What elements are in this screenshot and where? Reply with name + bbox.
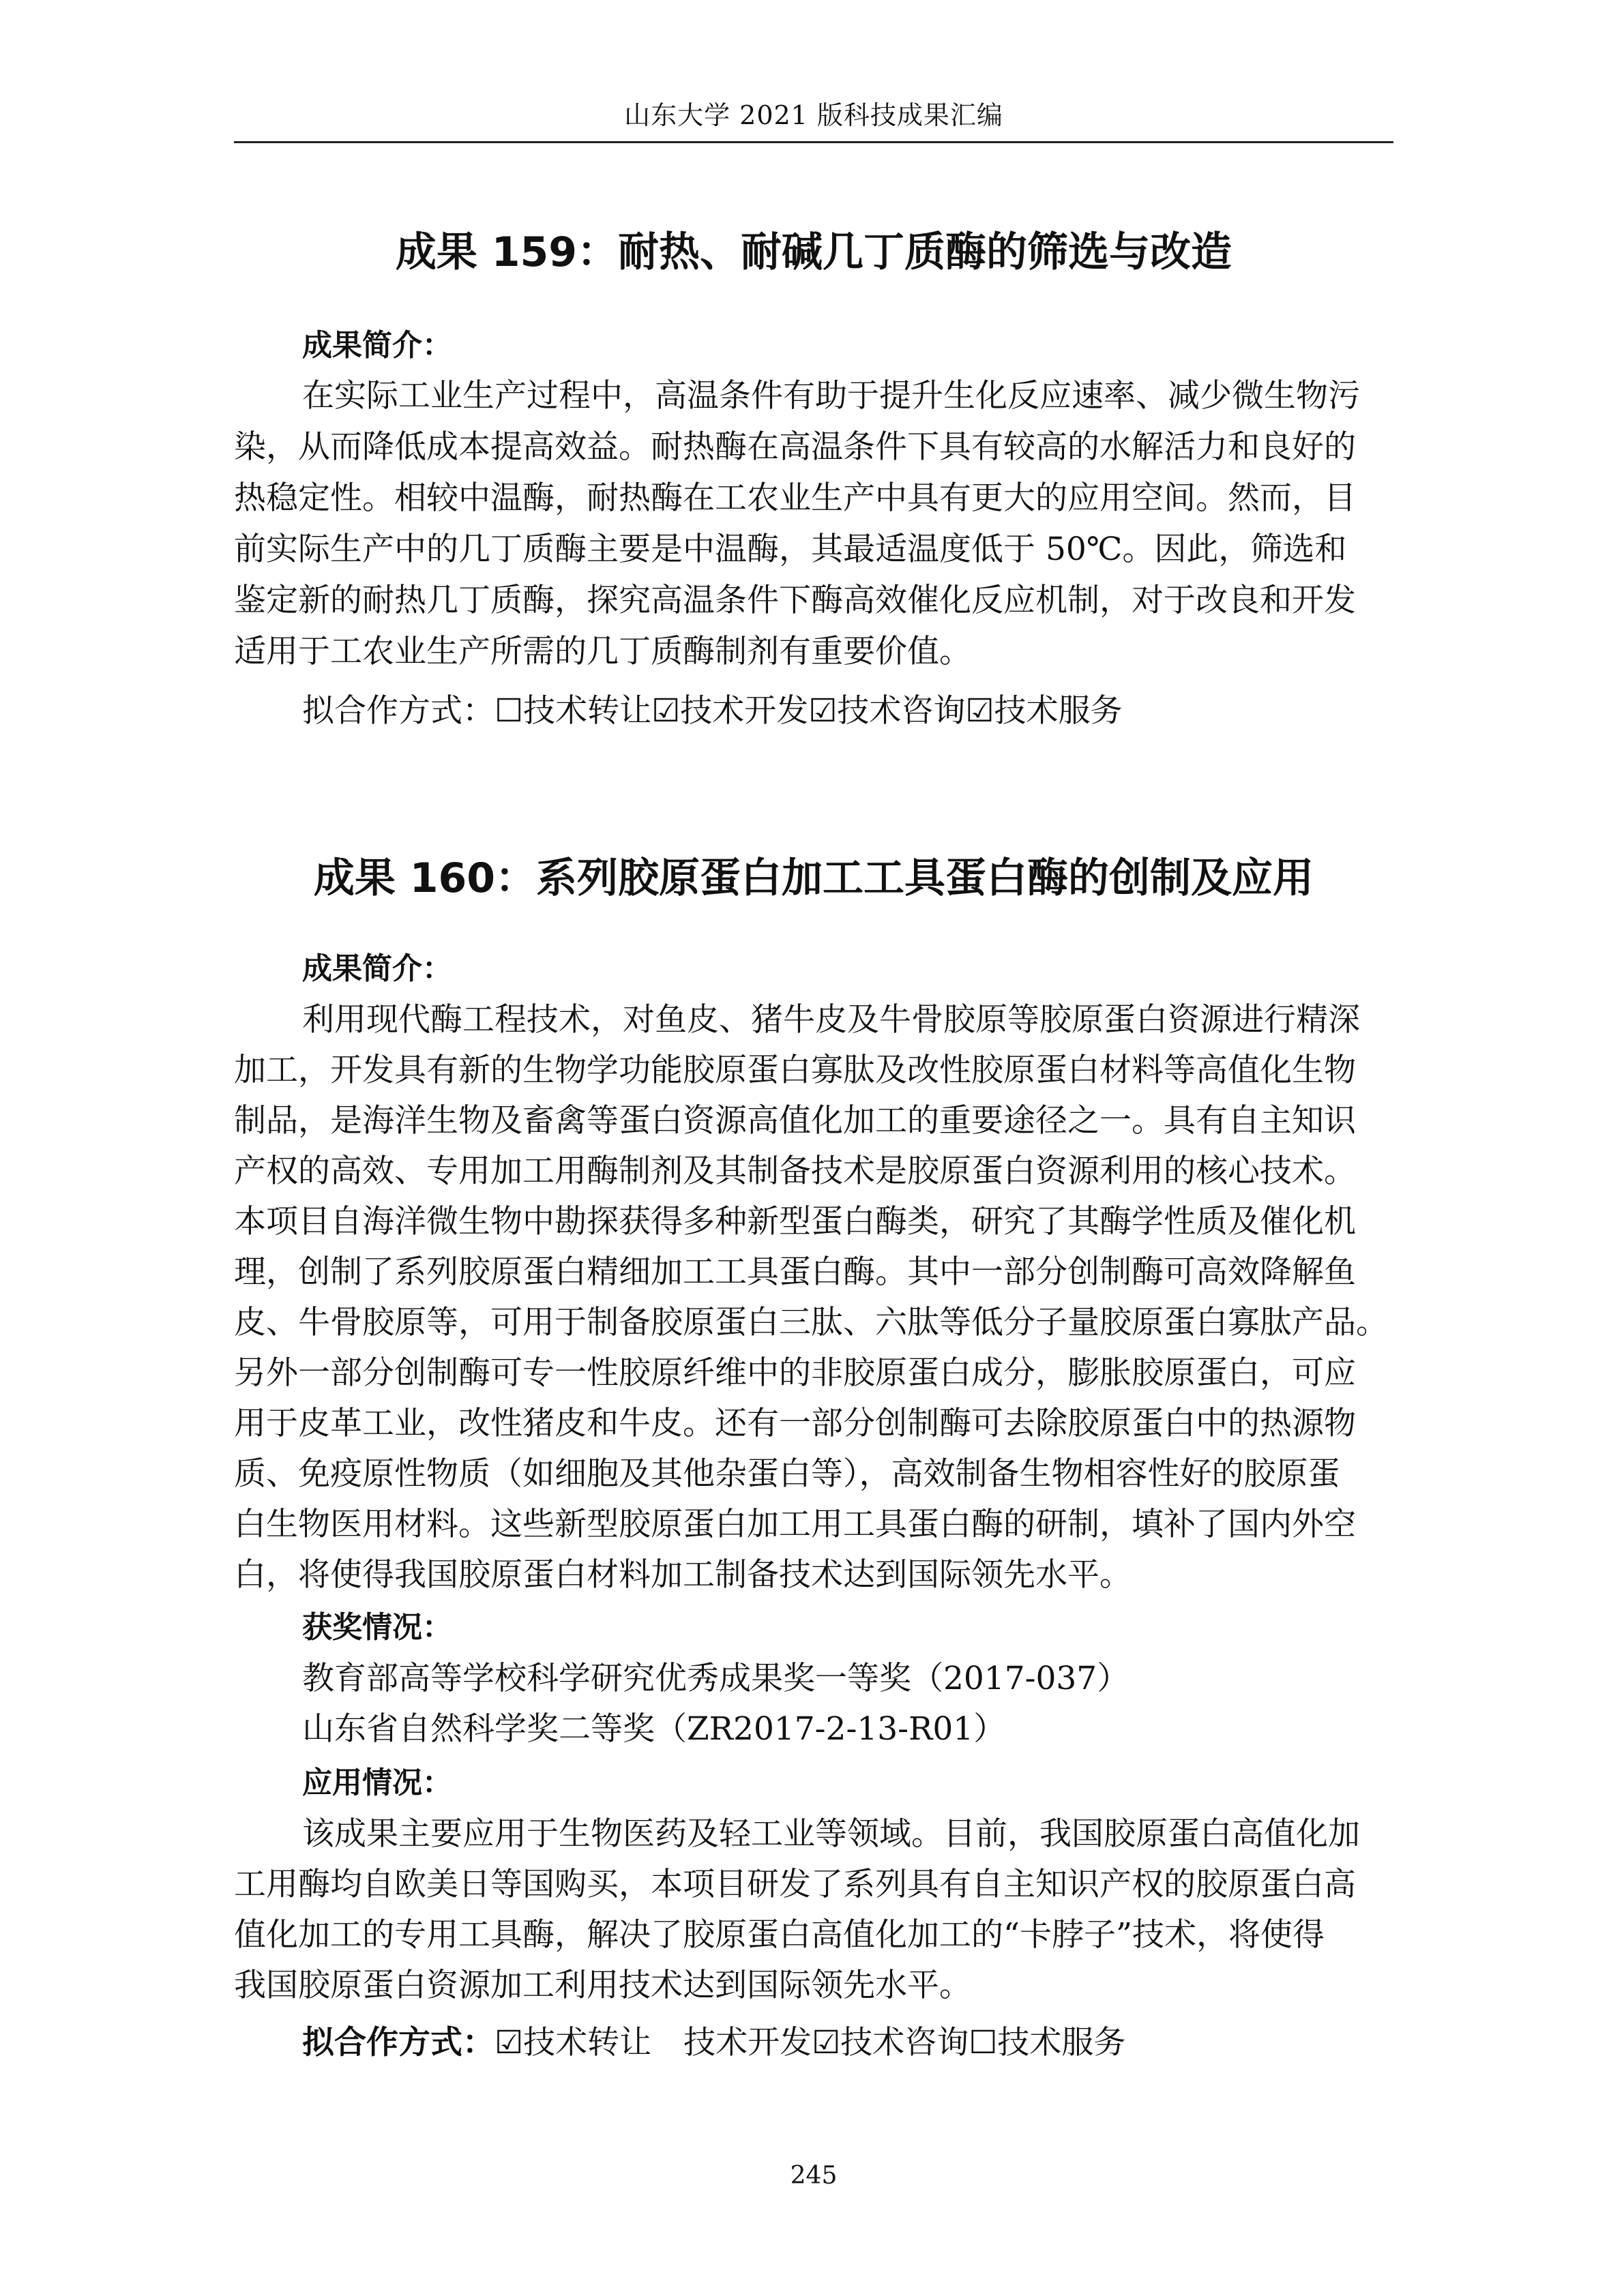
achievement-160-application-line: 工用酶均自欧美日等国购买，本项目研发了系列具有自主知识产权的胶原蛋白高 bbox=[234, 1866, 1356, 1903]
achievement-160-application-line: 我国胶原蛋白资源加工利用技术达到国际领先水平。 bbox=[234, 1967, 971, 2004]
achievement-160-application-line: 该成果主要应用于生物医药及轻工业等领域。目前，我国胶原蛋白高值化加 bbox=[302, 1815, 1360, 1853]
achievement-159-intro-label: 成果简介： bbox=[302, 328, 452, 363]
achievement-159-intro-line: 前实际生产中的几丁质酶主要是中温酶，其最适温度低于 50℃。因此，筛选和 bbox=[234, 531, 1347, 568]
achievement-160-intro-line: 白生物医用材料。这些新型胶原蛋白加工用工具蛋白酶的研制，填补了国内外空 bbox=[234, 1506, 1356, 1543]
achievement-160-intro-line: 另外一部分创制酶可专一性胶原纤维中的非胶原蛋白成分，膨胀胶原蛋白，可应 bbox=[234, 1354, 1356, 1392]
page-number: 245 bbox=[790, 2162, 838, 2190]
achievement-160-intro-line: 加工，开发具有新的生物学功能胶原蛋白寡肽及改性胶原蛋白材料等高值化生物 bbox=[234, 1052, 1356, 1089]
achievement-160-intro-line: 皮、牛骨胶原等，可用于制备胶原蛋白三肽、六肽等低分子量胶原蛋白寡肽产品。 bbox=[234, 1304, 1388, 1341]
achievement-160-intro-line: 利用现代酶工程技术，对鱼皮、猪牛皮及牛骨胶原等胶原蛋白资源进行精深 bbox=[302, 1001, 1360, 1039]
achievement-160-cooperation bbox=[302, 2017, 1125, 2063]
achievement-160-awards-label: 获奖情况： bbox=[302, 1610, 452, 1645]
achievement-160-title: 成果 160：系列胶原蛋白加工工具蛋白酶的创制及应用 bbox=[313, 854, 1314, 902]
achievement-159-intro-line: 染，从而降低成本提高效益。耐热酶在高温条件下具有较高的水解活力和良好的 bbox=[234, 428, 1356, 466]
achievement-160-application-line: 值化加工的专用工具酶，解决了胶原蛋白高值化加工的“卡脖子”技术，将使得 bbox=[234, 1916, 1325, 1954]
achievement-160-intro-line: 白，将使得我国胶原蛋白材料加工制备技术达到国际领先水平。 bbox=[234, 1556, 1132, 1594]
header-divider bbox=[234, 141, 1393, 143]
achievement-159-title: 成果 159：耐热、耐碱几丁质酶的筛选与改造 bbox=[395, 228, 1232, 276]
achievement-160-intro-line: 本项目自海洋微生物中勘探获得多种新型蛋白酶类，研究了其酶学性质及催化机 bbox=[234, 1203, 1356, 1240]
running-header: 山东大学 2021 版科技成果汇编 bbox=[624, 100, 1003, 130]
achievement-160-intro-line: 用于皮革工业，改性猪皮和牛皮。还有一部分创制酶可去除胶原蛋白中的热源物 bbox=[234, 1405, 1356, 1442]
award-item: 教育部高等学校科学研究优秀成果奖一等奖（2017-037） bbox=[302, 1660, 1130, 1697]
achievement-160-application-label: 应用情况： bbox=[302, 1765, 452, 1800]
achievement-159-cooperation: 拟合作方式：☐技术转让☑技术开发☑技术咨询☑技术服务 bbox=[302, 692, 1123, 730]
achievement-160-intro-line: 质、免疫原性物质（如细胞及其他杂蛋白等），高效制备生物相容性好的胶原蛋 bbox=[234, 1455, 1340, 1493]
achievement-160-intro-line: 理，创制了系列胶原蛋白精细加工工具蛋白酶。其中一部分创制酶可高效降解鱼 bbox=[234, 1253, 1356, 1291]
achievement-160-intro-line: 产权的高效、专用加工用酶制剂及其制备技术是胶原蛋白资源利用的核心技术。 bbox=[234, 1152, 1356, 1190]
achievement-159-intro-line: 适用于工农业生产所需的几丁质酶制剂有重要价值。 bbox=[234, 633, 971, 670]
award-item: 山东省自然科学奖二等奖（ZR2017-2-13-R01） bbox=[302, 1710, 1006, 1748]
achievement-159-intro-line: 热稳定性。相较中温酶，耐热酶在工农业生产中具有更大的应用空间。然而，目 bbox=[234, 479, 1356, 517]
achievement-159-intro-line: 在实际工业生产过程中，高温条件有助于提升生化反应速率、减少微生物污 bbox=[302, 377, 1360, 415]
cooperation-label: 拟合作方式： bbox=[302, 2024, 494, 2061]
achievement-159-intro-line: 鉴定新的耐热几丁质酶，探究高温条件下酶高效催化反应机制，对于改良和开发 bbox=[234, 582, 1356, 619]
achievement-160-intro-label: 成果简介： bbox=[302, 951, 452, 986]
cooperation-options: ☑技术转让 技术开发☑技术咨询☐技术服务 bbox=[494, 2024, 1126, 2061]
achievement-160-intro-line: 制品，是海洋生物及畜禽等蛋白资源高值化加工的重要途径之一。具有自主知识 bbox=[234, 1102, 1356, 1139]
